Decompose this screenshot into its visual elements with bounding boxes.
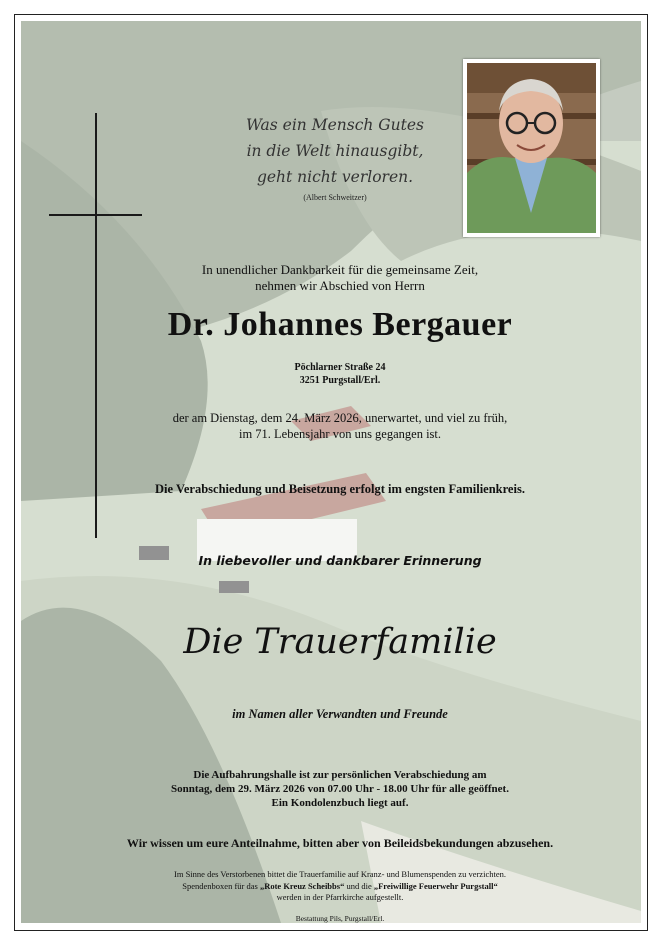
donation-org-red-cross: „Rote Kreuz Scheibbs“ bbox=[259, 880, 345, 891]
viewing-line: Die Aufbahrungshalle ist zur persönlichen Verabschiedung am bbox=[193, 769, 487, 781]
intro-line: In unendlicher Dankbarkeit für die gemeinsame Zeit, bbox=[201, 262, 479, 277]
death-notice bbox=[100, 410, 580, 442]
donation-org-fire-brigade: „Freiwillige Feuerwehr Purgstall“ bbox=[373, 880, 498, 891]
portrait-image bbox=[467, 63, 596, 233]
condolence-notice: Wir wissen um eure Anteilnahme, bitten aber von Beileidsbekundungen abzusehen. bbox=[126, 836, 554, 850]
quote-author: (Albert Schweitzer) bbox=[303, 193, 367, 202]
farewell-notice: Die Verabschiedung und Beisetzung erfolgt im engsten Familienkreis. bbox=[155, 482, 525, 496]
death-notice-line: im 71. Lebensjahr von uns gegangen ist. bbox=[238, 427, 442, 441]
family-signature: Die Trauerfamilie bbox=[183, 622, 497, 662]
address-city: 3251 Purgstall/Erl. bbox=[299, 375, 381, 386]
donation-line: Im Sinne des Verstorbenen bittet die Trauerfamilie auf Kranz- und Blumenspenden zu verzichten. bbox=[174, 869, 506, 879]
quote bbox=[220, 112, 450, 190]
deceased-address bbox=[100, 361, 580, 387]
donation-line: werden in der Pfarrkirche aufgestellt. bbox=[276, 892, 404, 902]
donation-mid: und die bbox=[344, 880, 374, 891]
quote-line: Was ein Mensch Gutes bbox=[245, 116, 425, 134]
viewing-notice bbox=[100, 768, 580, 810]
quote-line: in die Welt hinausgibt, bbox=[246, 142, 424, 160]
donation-prefix: Spendenboxen für das bbox=[182, 880, 260, 891]
portrait-photo bbox=[463, 59, 600, 237]
cross-icon-bar bbox=[49, 214, 142, 216]
viewing-line: Ein Kondolenzbuch liegt auf. bbox=[271, 797, 409, 809]
memory-line: In liebevoller und dankbarer Erinnerung bbox=[198, 553, 482, 568]
death-notice-line: der am Dienstag, dem 24. März 2026, unerwartet, und viel zu früh, bbox=[172, 411, 508, 425]
intro-line: nehmen wir Abschied von Herrn bbox=[255, 278, 425, 293]
viewing-line: Sonntag, dem 29. März 2026 von 07.00 Uhr - 18.00 Uhr für alle geöffnet. bbox=[171, 783, 509, 795]
undertaker: Bestattung Pils, Purgstall/Erl. bbox=[295, 914, 385, 923]
relatives-line: im Namen aller Verwandten und Freunde bbox=[232, 707, 448, 721]
quote-line: geht nicht verloren. bbox=[256, 168, 414, 186]
donation-notice bbox=[100, 869, 580, 904]
address-street: Pöchlarner Straße 24 bbox=[294, 362, 386, 373]
deceased-name: Dr. Johannes Bergauer bbox=[167, 306, 513, 343]
intro-text bbox=[100, 262, 580, 294]
cross-icon bbox=[95, 113, 97, 538]
donation-line bbox=[100, 881, 580, 893]
